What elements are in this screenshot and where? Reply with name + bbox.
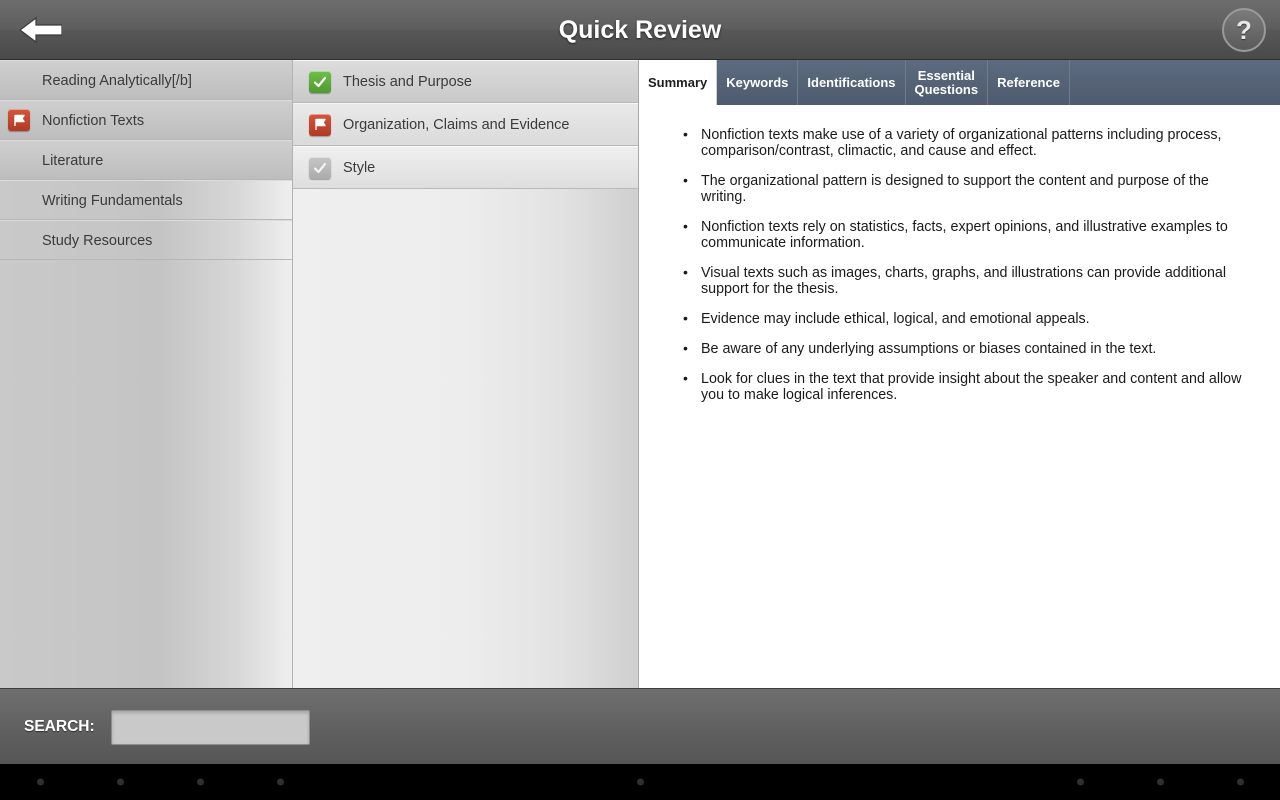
nav-dot [1077, 779, 1084, 786]
help-icon: ? [1236, 14, 1252, 45]
tab-keywords[interactable] [717, 60, 798, 105]
tab-essential-questions[interactable] [906, 60, 989, 105]
tab-summary[interactable] [639, 60, 717, 105]
sidebar-item-label: Study Resources [42, 233, 153, 249]
check-icon-gray [309, 157, 331, 179]
app-header [0, 0, 1280, 60]
list-item-style[interactable] [293, 146, 638, 189]
list-item: • The organizational pattern is designed to support the content and purpose of the writing. [679, 173, 1252, 205]
category-list[interactable] [0, 60, 293, 688]
list-item: • Nonfiction texts make use of a variety of organizational patterns including process, comparison/contrast, climactic, and cause and effect. [679, 127, 1252, 159]
topic-list[interactable] [293, 60, 639, 688]
tab-label-line1: Essential [917, 67, 975, 83]
summary-content [639, 105, 1280, 688]
sidebar-item-writing-fundamentals[interactable] [0, 180, 292, 220]
page-title: Quick Review [558, 16, 722, 44]
list-item: • Look for clues in the text that provide insight about the speaker and content and allow you to make logical inferences. [679, 371, 1252, 403]
tab-label: Summary [648, 74, 708, 90]
nav-dot [277, 779, 284, 786]
search-label: SEARCH: [24, 717, 95, 735]
tab-reference[interactable] [988, 60, 1070, 105]
list-item-label: Thesis and Purpose [343, 74, 472, 90]
tab-label-line2: Questions [914, 81, 979, 97]
sidebar-item-label: Writing Fundamentals [42, 193, 183, 209]
list-item: • Visual texts such as images, charts, graphs, and illustrations can provide additional support for the thesis. [679, 265, 1252, 297]
check-icon [309, 71, 331, 93]
sidebar-item-label: Nonfiction Texts [42, 113, 145, 129]
help-button[interactable] [1222, 8, 1266, 52]
sidebar-item-literature[interactable] [0, 140, 292, 180]
sidebar-item-label: Literature [42, 153, 104, 169]
tab-bar[interactable] [639, 60, 1280, 105]
search-input[interactable] [111, 710, 310, 745]
list-item-label: Style [343, 160, 376, 176]
nav-dot [197, 779, 204, 786]
nav-dot [1157, 779, 1164, 786]
flag-icon [8, 109, 30, 131]
tab-identifications[interactable] [798, 60, 905, 105]
flag-icon [309, 114, 331, 136]
search-bar [0, 688, 1280, 764]
sidebar-item-label: Reading Analytically[/b] [42, 73, 192, 89]
tab-label: Keywords [726, 74, 789, 90]
list-item-organization-claims-and-evidence[interactable] [293, 103, 638, 146]
tab-label: Identifications [807, 74, 896, 90]
list-item: • Evidence may include ethical, logical, and emotional appeals. [679, 311, 1252, 327]
system-navigation-bar [0, 764, 1280, 800]
sidebar-item-nonfiction-texts[interactable] [0, 100, 292, 140]
list-item: • Nonfiction texts rely on statistics, facts, expert opinions, and illustrative examples to communicate information. [679, 219, 1252, 251]
sidebar-item-study-resources[interactable] [0, 220, 292, 260]
nav-dot [37, 779, 44, 786]
list-item-thesis-and-purpose[interactable] [293, 60, 638, 103]
nav-dot [117, 779, 124, 786]
sidebar-item-reading-analytically[interactable] [0, 60, 292, 100]
nav-dot [637, 779, 644, 786]
list-item: • Be aware of any underlying assumptions or biases contained in the text. [679, 341, 1252, 357]
nav-dot [1237, 779, 1244, 786]
list-item-label: Organization, Claims and Evidence [343, 117, 570, 133]
tab-label: Reference [997, 74, 1060, 90]
